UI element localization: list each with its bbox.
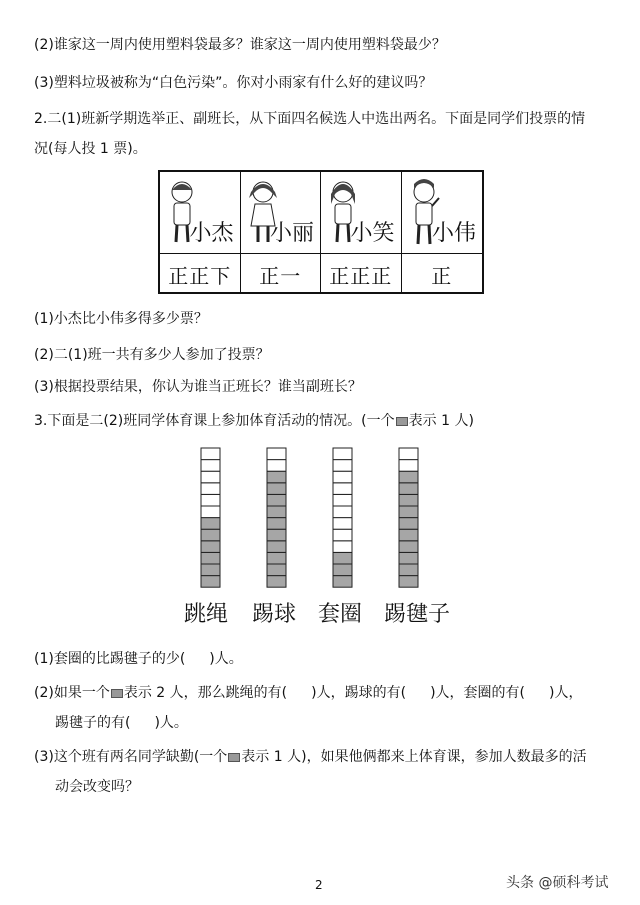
category-label: 跳绳 [184, 602, 229, 627]
bar-cell-filled [201, 576, 220, 588]
bar-cell-empty [333, 541, 352, 553]
bar-cell-filled [267, 552, 286, 564]
bar-cell-empty [333, 471, 352, 483]
bar-cell-filled [267, 471, 286, 483]
q3-stem-text: 表示 1 人) [408, 413, 474, 429]
q3-text: )人，踢球的有( [311, 685, 407, 701]
q3-stem-text: 3.下面是二(2)班同学体育课上参加体育活动的情况。(一个 [34, 413, 395, 429]
bar-cell-filled [201, 518, 220, 530]
q3-text: )人，套圈的有( [430, 685, 525, 701]
q3-text: )人。 [154, 715, 188, 731]
candidate-name: 小伟 [431, 221, 476, 246]
square-unit-icon [111, 689, 123, 698]
q3-text: (2)如果一个 [34, 685, 110, 701]
candidate-name: 小笑 [350, 221, 395, 246]
candidate-cell [160, 172, 241, 254]
q3-text: )人。 [209, 651, 243, 667]
page-number: 2 [315, 878, 323, 892]
q3-text: )人， [549, 685, 583, 701]
tally-marks: 正正下 [168, 264, 232, 288]
candidate-cell [402, 172, 483, 254]
q2-stem-line1: 2.二(1)班新学期选举正、副班长，从下面四名候选人中选出两名。下面是同学们投票的情 [34, 111, 586, 127]
watermark: 头条 @硕科考试 [506, 875, 609, 891]
q3-sub1 [34, 648, 243, 668]
bar-cell-filled [399, 518, 418, 530]
bar-cell-filled [267, 564, 286, 576]
bar-cell-filled [267, 518, 286, 530]
square-unit-icon [396, 417, 408, 426]
bar-cell-filled [399, 506, 418, 518]
category-label: 套圈 [318, 602, 363, 627]
square-unit-icon [228, 753, 240, 762]
bar-cell-filled [201, 564, 220, 576]
q3-stem [34, 410, 474, 430]
q3-sub2 [34, 682, 582, 702]
tally-marks: 正一 [259, 264, 302, 288]
tally-cell [241, 254, 322, 292]
bar-cell-filled [399, 483, 418, 495]
q1-sub3: (3)塑料垃圾被称为“白色污染”。你对小雨家有什么好的建议吗？ [34, 75, 433, 91]
bar-cell-filled [399, 471, 418, 483]
bar-column [201, 448, 220, 587]
bar-cell-empty [333, 529, 352, 541]
q2-sub3: (3)根据投票结果，你认为谁当正班长？谁当副班长？ [34, 379, 362, 395]
bar-cell-empty [201, 448, 220, 460]
bar-cell-empty [399, 448, 418, 460]
bar-cell-filled [267, 494, 286, 506]
candidate-name: 小丽 [269, 221, 314, 246]
q3-text: (1)套圈的比踢毽子的少( [34, 651, 186, 667]
q2-sub2: (2)二(1)班一共有多少人参加了投票？ [34, 347, 270, 363]
bar-cell-filled [333, 564, 352, 576]
bar-cell-filled [333, 576, 352, 588]
q3-text: (3)这个班有两名同学缺勤(一个 [34, 749, 228, 765]
bar-cell-empty [201, 471, 220, 483]
bar-cell-empty [333, 494, 352, 506]
bar-cell-empty [333, 506, 352, 518]
bar-cell-filled [267, 529, 286, 541]
bar-column [399, 448, 418, 587]
candidate-name: 小杰 [189, 221, 234, 246]
q3-text: 踢毽子的有( [55, 715, 131, 731]
q3-sub3 [34, 746, 587, 766]
bar-cell-empty [399, 460, 418, 472]
category-label: 踢球 [252, 602, 297, 627]
q3-sub3-cont: 动会改变吗？ [55, 779, 139, 795]
bar-cell-filled [399, 564, 418, 576]
category-label: 踢毽子 [384, 602, 451, 627]
bar-cell-empty [201, 483, 220, 495]
bar-cell-filled [201, 529, 220, 541]
bar-cell-filled [399, 576, 418, 588]
candidate-cell [321, 172, 402, 254]
bar-cell-filled [267, 483, 286, 495]
bar-cell-empty [201, 506, 220, 518]
bar-column [267, 448, 286, 587]
bar-cell-filled [201, 552, 220, 564]
bar-cell-empty [333, 448, 352, 460]
bar-cell-filled [267, 506, 286, 518]
bar-cell-filled [267, 576, 286, 588]
q2-sub1: (1)小杰比小伟多得多少票？ [34, 311, 208, 327]
bar-cell-empty [333, 483, 352, 495]
bar-cell-empty [333, 518, 352, 530]
bar-cell-empty [333, 460, 352, 472]
tally-cell [160, 254, 241, 292]
q3-sub2-cont [55, 712, 188, 732]
bar-column [333, 448, 352, 587]
bar-cell-filled [333, 552, 352, 564]
tally-marks: 正 [431, 264, 453, 288]
candidate-cell [241, 172, 322, 254]
q1-sub2: (2)谁家这一周内使用塑料袋最多？谁家这一周内使用塑料袋最少？ [34, 37, 446, 53]
bar-cell-empty [267, 448, 286, 460]
bar-cell-empty [201, 460, 220, 472]
q3-text: 表示 1 人)，如果他俩都来上体育课，参加人数最多的活 [241, 749, 587, 765]
tally-cell [321, 254, 402, 292]
bar-cell-filled [201, 541, 220, 553]
vote-table [158, 170, 484, 294]
bar-cell-empty [267, 460, 286, 472]
bar-cell-filled [399, 552, 418, 564]
bar-cell-empty [201, 494, 220, 506]
activity-bar-chart [180, 447, 470, 597]
bar-cell-filled [399, 541, 418, 553]
bar-cell-filled [267, 541, 286, 553]
q3-text: 表示 2 人，那么跳绳的有( [123, 685, 288, 701]
bar-cell-filled [399, 529, 418, 541]
tally-cell [402, 254, 483, 292]
q2-stem-line2: 况(每人投 1 票)。 [34, 141, 147, 157]
tally-marks: 正正正 [329, 264, 393, 288]
bar-cell-filled [399, 494, 418, 506]
